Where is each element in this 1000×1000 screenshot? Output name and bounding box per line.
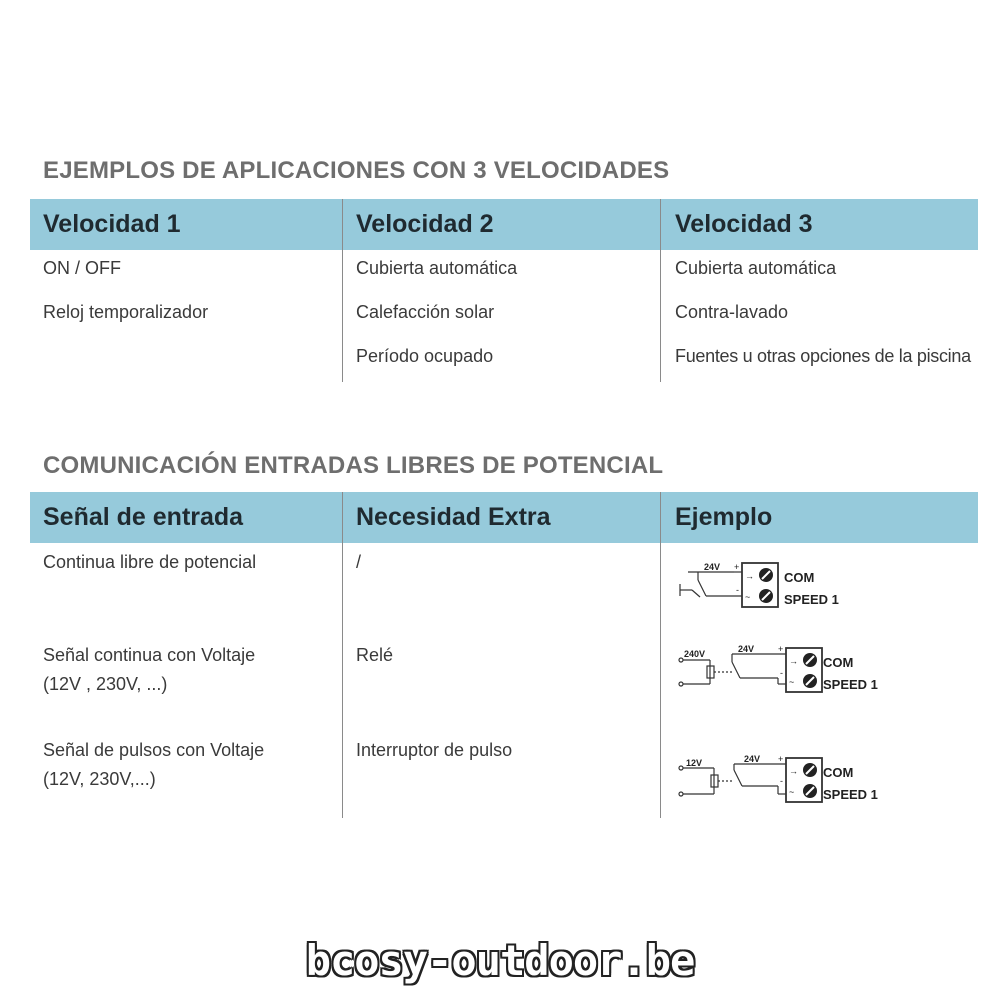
- column-divider: [660, 199, 661, 382]
- terminal-speed-label: SPEED 1: [823, 677, 878, 692]
- svg-text:-: -: [736, 585, 739, 595]
- svg-text:→: →: [745, 571, 754, 581]
- table-cell: ON / OFF: [43, 258, 121, 278]
- svg-text:-: -: [780, 776, 783, 786]
- table-cell: Calefacción solar: [356, 302, 495, 322]
- table-cell: Continua libre de potencial: [43, 552, 257, 572]
- watermark: bcosy-outdoor.be: [305, 936, 695, 985]
- table-cell: Cubierta automática: [675, 258, 837, 278]
- column-divider: [660, 492, 661, 818]
- section-title-applications: EJEMPLOS DE APLICACIONES CON 3 VELOCIDADES: [43, 157, 670, 184]
- svg-text:+: +: [778, 754, 784, 764]
- line-voltage-label: 24V: [738, 644, 755, 654]
- header-velocidad-3: Velocidad 3: [675, 210, 813, 238]
- svg-text:→: →: [789, 766, 798, 776]
- source-voltage-label: 240V: [684, 649, 706, 659]
- terminal-com-label: COM: [784, 570, 815, 585]
- svg-text:~: ~: [789, 677, 795, 687]
- svg-text:+: +: [778, 644, 784, 654]
- section-title-communication: COMUNICACIÓN ENTRADAS LIBRES DE POTENCIAL: [43, 452, 664, 479]
- svg-text:→: →: [789, 656, 798, 666]
- header-velocidad-2: Velocidad 2: [356, 210, 494, 238]
- table-header-speeds: [30, 199, 978, 250]
- table-cell: Reloj temporalizador: [43, 302, 209, 322]
- line-voltage-label: 24V: [744, 754, 761, 764]
- source-voltage-label: 12V: [686, 758, 703, 768]
- wiring-diagram-pulse: [676, 754, 896, 806]
- header-ejemplo: Ejemplo: [675, 503, 773, 531]
- table-cell: Período ocupado: [356, 346, 494, 366]
- table-cell: /: [356, 552, 362, 572]
- table-cell: Fuentes u otras opciones de la piscina: [675, 346, 971, 366]
- table-cell: Relé: [356, 645, 394, 665]
- svg-text:~: ~: [745, 592, 751, 602]
- table-cell: Cubierta automática: [356, 258, 518, 278]
- header-velocidad-1: Velocidad 1: [43, 210, 181, 238]
- wiring-diagram-free-contact: [670, 560, 860, 612]
- terminal-speed-label: SPEED 1: [823, 787, 878, 802]
- table-cell: Señal de pulsos con Voltaje: [43, 740, 265, 760]
- svg-text:-: -: [780, 668, 783, 678]
- table-header-signals: [30, 492, 978, 543]
- terminal-speed-label: SPEED 1: [784, 592, 839, 607]
- terminal-com-label: COM: [823, 765, 854, 780]
- table-cell: (12V , 230V, ...): [43, 674, 168, 694]
- column-divider: [342, 199, 343, 382]
- terminal-com-label: COM: [823, 655, 854, 670]
- table-cell: Señal continua con Voltaje: [43, 645, 256, 665]
- wiring-diagram-relay: [676, 644, 896, 696]
- svg-text:+: +: [734, 562, 740, 572]
- table-cell: Interruptor de pulso: [356, 740, 513, 760]
- line-voltage-label: 24V: [704, 562, 721, 572]
- header-senal-entrada: Señal de entrada: [43, 503, 244, 531]
- header-necesidad-extra: Necesidad Extra: [356, 503, 551, 531]
- svg-text:~: ~: [789, 787, 795, 797]
- column-divider: [342, 492, 343, 818]
- table-cell: Contra-lavado: [675, 302, 789, 322]
- table-cell: (12V, 230V,...): [43, 769, 156, 789]
